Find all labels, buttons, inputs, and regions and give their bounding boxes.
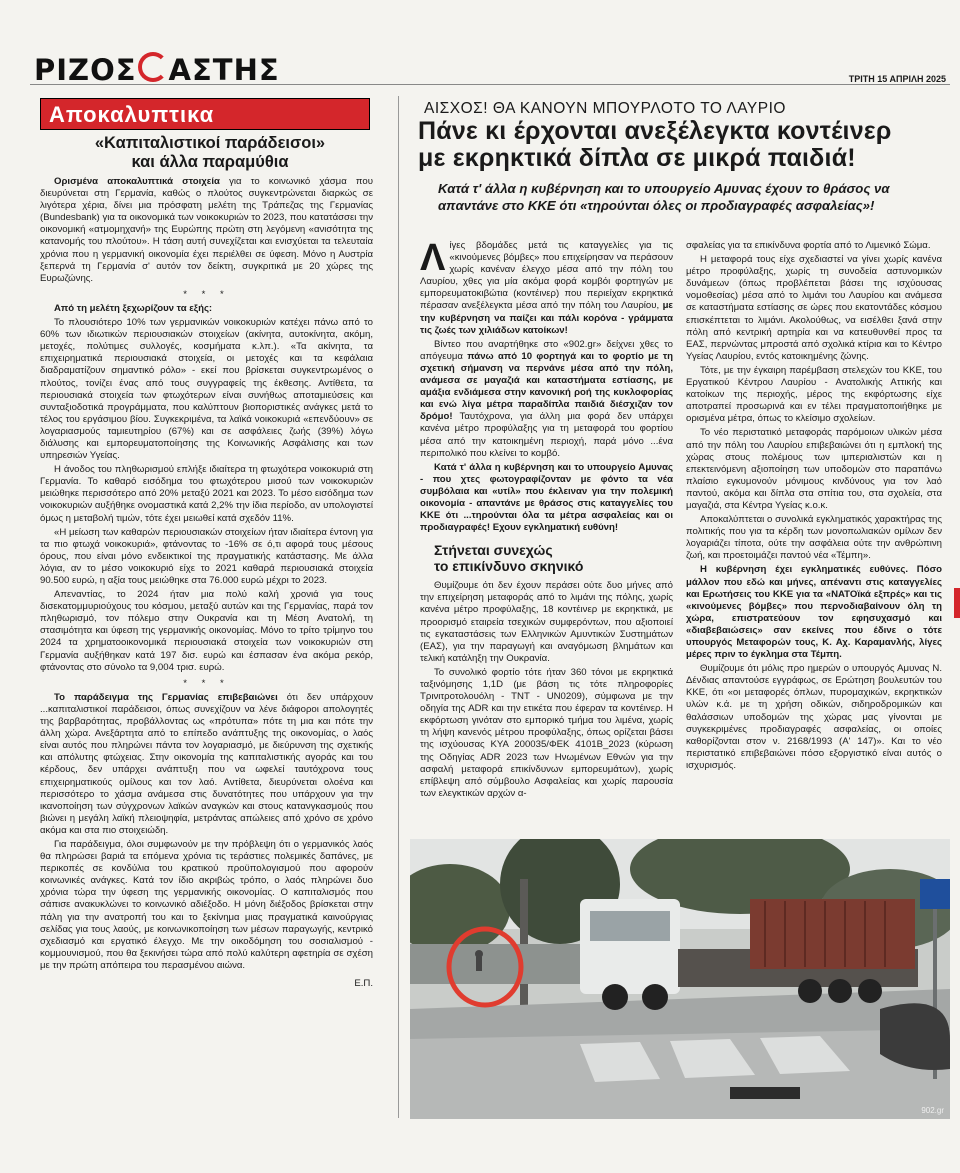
author-signature: Ε.Π. xyxy=(354,978,373,989)
c1-p5-text: Το συνολικό φορτίο τότε ήταν 360 τόνοι με εκρηκτικά ταξινόμησης 1,1D (με βάση τις τότε πληροφορίες Τρινιτροτολουόλη - TNT - UN0209), σύμφωνα με την οδηγία της ADR και την ετικέτα που έφεραν τα κοντέινερ. Η εκφόρτωση γινόταν στο εμπορικό τμήμα του λιμένα, χωρίς τη λήψη κανενός μέτρου προφύλαξης, όπως ορίζεται βάσει της ισχύουσας ΚΥΑ 200035/ΦΕΚ 4101Β_2023 (κύρωση της Οδηγίας ADR 2023 των Ηνωμένων Εθνών για την ασφαλή μεταφορά επικίνδυνων εμπορευμάτων), χωρίς επίβλεψη από σύμβουλο Ασφαλείας και χωρίς παρουσία των ελεγκτικών αρχών α- xyxy=(420,666,673,799)
masthead-name-left: ΡΙΖΟΣ xyxy=(34,53,137,87)
subheading xyxy=(434,542,673,574)
c2-p2-text: Η μεταφορά τους είχε σχεδιαστεί να γίνει χωρίς κανένα μέτρο προφύλαξης, χωρίς τη συνοδεία αστυνομικών δυνάμεων (όπως προβλέπεται βάσει της ισχύουσας νομοθεσίας) μέσα από το λιμάνι του Λαυρίου και ανάμεσα σε καταστήματα εστίασης σε ώρες που εκατοντάδες κόσμου επισκέπτεται το λιμάνι. Ακολούθως, να εισέλθει ξανά στην πόλη από κεντρική αρτηρία και να κατευθυνθεί προς τα ΕΑΣ, περνώντας μπροστά από σχολικά κτίρια και το Κέντρο Υγείας Λαυρίου, εντός κατοικημένης ζώνης. xyxy=(686,254,942,362)
p5-text: «Η μείωση των καθαρών περιουσιακών στοιχείων ήταν ιδιαίτερα έντονη για τα πιο φτωχά νοικοκυριά», φτάνοντας το -16% σε ό,τι αφορά τους μέσους όρους, που είναι μόνο ενδεικτικοί της πραγματικής κατάστασης. Με άλλα λόγια, αν το μέσο νοικοκυριό είχε το 2021 καθαρά περιουσιακά στοιχεία 90.500 ευρώ, η αξία τους μειώθηκε στα 76.000 ευρώ μέχρι το 2023. xyxy=(40,526,373,586)
newspaper-masthead xyxy=(34,52,734,86)
c1-p1-text: ίγες βδομάδες μετά τις καταγγελίες για τις «κινούμενες βόμβες» που επιχείρησαν να περάσουν χωρίς κανέναν έλεγχο μέσα από την πόλη του Λαυρίου, χθες για μία ακόμα φορά κομβόι φορτηγών με εμπορευματοκιβώτια (κοντέινερ) που περιείχαν εκρηκτικά πέρασαν ανεξέλεγκτα μέσα από την πόλη του Λαυρίου, xyxy=(420,240,673,312)
article-photo xyxy=(410,839,950,1119)
p6-text: Απεναντίας, το 2024 ήταν μια πολύ καλή χρονιά για τους δισεκατομμυριούχους του κόσμου, μεταξύ αυτών και της Γερμανίας, παρά τον πληθωρισμό, τον πόλεμο στην Ουκρανία και τη Μέση Ανατολή, τη στασιμότητα και ύφεση της γερμανικής οικονομίας. Μόνο το τρίτο τρίμηνο του 2024 τα χρηματοοικονομικά περιουσιακά στοιχεία των νοικοκυριών στη Γερμανία αυξήθηκαν κατά 197 δισ. ευρώ και έσπασαν ένα ακόμα ρεκόρ, φτάνοντας στο σύνολο τα 9,004 τρισ. ευρώ. xyxy=(40,589,373,673)
c2-p1-text: σφαλείας για τα επικίνδυνα φορτία από το Λιμενικό Σώμα. xyxy=(686,240,931,251)
p4-text: Η άνοδος του πληθωρισμού επλήξε ιδιαίτερα τη φτωχότερα νοικοκυριά στη Γερμανία. Το καθαρό εισόδημα του φτωχότερου μισού των νοικοκυριών μειώθηκε περισσότερο από 20% μεταξύ 2021 και 2023. Το μέσο εισόδημα των νοικοκυριών αυξήθηκε ονομαστικά κατά 2,2% την ίδια περίοδο, αν υπολογιστεί όμως η μεταβολή τιμών, τότε έχει μειωθεί κατά σχεδόν 11%. xyxy=(40,464,373,524)
p7-text: ότι δεν υπάρχουν ...καπιταλιστικοί παράδεισοι, όπως συνεχίζουν να λένε διάφοροι απολογητές της βαρβαρότητας, προβάλλοντας ως «πρότυπα» πότε τη μια και πότε την άλλη χώρα. Ανεξάρτητα από το επίπεδο ανάπτυξης της οικονομίας, ο λαός είναι αυτός που πληρώνει πάντα τον λογαριασμό, με διεύρυνση της σχετικής και απόλυτης φτώχειας. Στην οικονομία της καπιταλιστικής αγοράς και του κέρδους, δεν υπάρχει ανάπτυξη που να ωφελεί ταυτόχρονα τους επιχειρηματικούς ομίλους και τον λαό. Αντίθετα, διευρύνεται ολοένα και περισσότερο το χάσμα ανάμεσα στις δυνατότητες που υπάρχουν για την ικανοποίηση των σύγχρονων λαϊκών αναγκών και στους κατανγκασμούς που βιώνει η μεγάλη λαϊκή πλειοψηφία, μετράντας απώλειες από χρόνο σε χρόνο ακόμα και στα πιο στοιχειώδη. xyxy=(40,691,373,836)
issue-date: ΤΡΙΤΗ 15 ΑΠΡΙΛΗ 2025 xyxy=(848,74,946,84)
child-figure xyxy=(476,957,482,971)
subheading-line1: Στήνεται συνεχώς xyxy=(434,542,553,559)
column-divider xyxy=(398,96,399,1118)
left-title-line2: και άλλα παραμύθια xyxy=(131,153,289,171)
section-label: Αποκαλυπτικα xyxy=(49,102,215,127)
car-mirror xyxy=(880,1003,950,1070)
separator-stars-2: * * * xyxy=(183,677,230,689)
p3-text: Το πλουσιότερο 10% των γερμανικών νοικοκυριών κατέχει πάνω από το 60% των ιδιωτικών περιουσιακών στοιχείων (ακίνητα, αυτοκίνητα, ακόμη, μετοχές, πολύτιμες συλλογές, κοσμήματα κ.λπ.). «Τα ακίνητα, τα επιχειρηματικά περιουσιακά στοιχεία, οι μετοχές και τα κεφάλαια διαδραματίζουν σημαντικό ρόλο» - εκεί που βρίσκεται συγκεντρωμένος ο πλούτος, τονίζει ένας από τους συγγραφείς της έκθεσης. Αντίθετα, τα περιουσιακά στοιχεία των φτωχότερων είναι συνήθως αποταμιεύσεις και συνταξιοδοτικά προγράμματα, που καλύπτουν βιοποριστικές ανάγκες μετά το τέλος του εργάσιμου βίου. Συγκεκριμένα, τα λαϊκά νοικοκυριά «επενδύουν» σε λογαριασμούς ταμιευτηρίου (67%) και σε ασφάλειες ζωής (39%) λόγω διάλυσης και εμπορευματοποίησης της Κοινωνικής Ασφάλισης και των υπηρεσιών Υγείας. xyxy=(40,317,373,462)
masthead-rule xyxy=(30,84,950,85)
article-headline xyxy=(418,118,943,172)
c2-p7-text: Θυμίζουμε ότι μόλις προ ημερών ο υπουργός Αμυνας Ν. Δένδιας απαντούσε εγγράφως, σε Ερώτηση βουλευτών του ΚΚΕ, ότι «οι μεταφορές όπλων, πυρομαχικών, εκρηκτικών υλών κ.ά. με τη χρήση οδικών, σιδηροδρομικών και θαλάσσιων υποδομών της χώρας μας γίνονται με συγκεκριμένες προδιαγραφές ασφαλείας, οι οποίες καθορίζονται στον ν. 2168/1993 (Α' 147)». Και το νέο περιστατικό επιβεβαιώνει πόσο εξοργιστικό είναι αυτός ο ισχυρισμός. xyxy=(686,663,942,771)
separator-stars: * * * xyxy=(183,288,230,300)
c1-p1-bold: με την κυβέρνηση να παίζει και πάλι κορόνα - γράμματα τις ζωές των χιλιάδων κατοίκων! xyxy=(420,300,673,336)
left-article-title xyxy=(40,134,380,172)
photo-illustration xyxy=(410,839,950,1119)
right-column-1 xyxy=(420,237,674,802)
photo-credit: 902.gr xyxy=(921,1106,944,1115)
masthead-swirl-logo xyxy=(138,52,168,82)
drain-grate xyxy=(730,1087,800,1099)
p1-text: για το κοινωνικό χάσμα που διευρύνεται στη Γερμανία, καθώς ο πλούτος συγκεντρώνεται διαρκώς σε λιγότερα χέρια, δίνει μια πρόσφατη μελέτη της Τράπεζας της Γερμανίας (Bundesbank) για τα οικονομικά των νοικοκυριών το 2023, που κατατάσσει την οικονομική «ατμομηχανή» της Ευρώπης πρώτη στη λεγόμενη «ανισότητα της κατανομής του πλούτου». Η τάση αυτή συνεχίζεται και ενισχύεται τα τελευταία χρόνια που η γερμανική οικονομία έχει περιέλθει σε ύφεση. Μόνο η Αυστρία ξεπερνά τη Γερμανία σ' αυτόν τον δείκτη, συγκριτικά με 20 χώρες της Ευρωζώνης. xyxy=(40,176,373,284)
article-kicker: ΑΙΣΧΟΣ! ΘΑ ΚΑΝΟΥΝ ΜΠΟΥΡΛΟΤΟ ΤΟ ΛΑΥΡΙΟ xyxy=(424,100,786,117)
c1-p2-bold: πάνω από 10 φορτηγά και το φορτίο με τη σχετική σήμανση να περνάνε μέσα από την πόλη, ανάμεσα σε μαγαζιά και καταστήματα εστίασης, με αμάξια ενδιάμεσα στην κανονική ροή της κυκλοφορίας και ενώ λίγα μέτρα παραδίπλα παιδιά διέσχιζαν τον δρόμο! xyxy=(420,350,674,423)
p1-lead: Ορισμένα αποκαλυπτικά στοιχεία xyxy=(54,176,220,187)
p7-lead: Το παράδειγμα της Γερμανίας επιβεβαιώνει xyxy=(54,691,278,703)
headline-line2: με εκρηκτικά δίπλα σε μικρά παιδιά! xyxy=(418,144,856,172)
p8-text: Για παράδειγμα, όλοι συμφωνούν με την πρόβλεψη ότι ο γερμανικός λαός θα πληρώσει βαριά τα επόμενα χρόνια τις τεράστιες πολεμικές δαπάνες, με περικοπές σε κονδύλια του κρατικού προϋπολογισμού που αφορούν κοινωνικές ανάγκες. Κατά τον ίδιο ακριβώς τρόπο, ο λαός πληρώνει δυο χρόνια τώρα την ύφεση της γερμανικής οικονομίας. Ο καπιταλισμός που σάπισε ανακυκλώνει το κοινωνικό αδιέξοδο. Η μόνη διέξοδος βρίσκεται στην πάλη για την ανατροπή του και το ξεκίνημα μιας πραγματικά καινούργιας σελίδας για τους λαούς, με κοινωνικοποίηση των μέσων παραγωγής, κεντρικό σχεδιασμό και εργατικό έλεγχο. Με την οικοδόμηση του σοσιαλισμού - κομμουνισμού, που θα ξεκινήσει τώρα από πολύ καλύτερη αφετηρία σε σχέση με την πρώτη απόπειρα του περασμένου αιώνα. xyxy=(40,838,373,971)
c1-p2-tail: Ταυτόχρονα, για άλλη μια φορά δεν υπάρχει κανένα μέτρο προφύλαξης για τη μεταφορά του φορτίου μέσα από την κατοικημένη περιοχή, παρά μόνο ...ένα περιπολικό που κλείνει το κομβό. xyxy=(420,411,673,459)
c1-p3-bold: Κατά τ' άλλα η κυβέρνηση και το υπουργείο Αμυνας - που χτες φωτογραφίζονταν με φόντο τα νέα συμβόλαια και «υτίλ» που έκλειναν για την πολεμική οικονομία - απαντάνε με θράσος στις καταγγελίες του ΚΚΕ ότι ...τηρούνται όλα τα μέτρα ασφαλείας και οι προδιαγραφές! Εχουν εγκληματική ευθύνη! xyxy=(420,461,673,534)
article-subhead: Κατά τ' άλλα η κυβέρνηση και το υπουργείο Αμυνας έχουν το θράσος να απαντάνε στο ΚΚΕ ότι «τηρούνται όλες οι προδιαγραφές ασφαλείας»! xyxy=(438,181,890,213)
c2-p5-text: Αποκαλύπτεται ο συνολικά εγκληματικός χαρακτήρας της πολιτικής που για τα κέρδη των μονοπωλιακών ομίλων δεν λογαριάζει τίποτα, ούτε την ασφάλεια ούτε την ανθρώπινη ζωή, και προετοιμάζει παντού νέα «Τέμπη». xyxy=(686,514,942,562)
c2-p4-text: Το νέο περιστατικό μεταφοράς παρόμοιων υλικών μέσα από την πόλη του Λαυρίου επιβεβαιώνει ότι η εμπλοκή της χώρας στους πολέμους των ιμπεριαλιστών και η επεκτεινόμενη αξιοποίηση των υποδομών στο παραπάνω πλαίσιο εγκυμονούν μόνιμους κινδύνους για τον λαό παντού, ακόμα και δίπλα στα σπίτια του, στα σχολεία, στα μαγαζιά, στα Κέντρα Υγείας κ.ο.κ. xyxy=(686,427,942,511)
c2-p6-bold: Η κυβέρνηση έχει εγκληματικές ευθύνες. Πόσο μάλλον που εδώ και μήνες, απέναντι στις καταγγελίες και Ερωτήσεις του ΚΚΕ για τα «ΝΑΤΟϊκά εξπρές» και τις «κινούμενες βόμβες» που περνοδιαβαίνουν όλη τη χώρα, επιστρατεύουν τον εφησυχασμό και «διαβεβαιώσεις» σαν εκείνες που έδινε ο τότε υπουργός Μεταφορών τους, Κ. Αχ. Καραμανλής, λίγες μέρες πριν το έγκλημα στα Τέμπη. xyxy=(686,564,942,661)
drop-cap: Λ xyxy=(420,237,446,279)
masthead-name-right: ΑΣΤΗΣ xyxy=(168,53,280,87)
headline-line1: Πάνε κι έρχονται ανεξέλεγκτα κοντέινερ xyxy=(418,117,892,145)
left-title-line1: «Καπιταλιστικοί παράδεισοι» xyxy=(94,134,326,152)
subheading-line2: το επικίνδυνο σκηνικό xyxy=(434,558,584,575)
p2-lead: Από τη μελέτη ξεχωρίζουν τα εξής: xyxy=(54,302,213,314)
section-label-box xyxy=(40,98,370,130)
container xyxy=(750,899,915,969)
c1-p4-text: Θυμίζουμε ότι δεν έχουν περάσει ούτε δυο μήνες από την επιχείρηση μεταφοράς από το λιμάνι της πόλης, χωρίς κανένα μέτρο προφύλαξης, 18 κοντέινερ με εκρηκτικά, με προορισμό εταιρεία τσεχικών συμφερόντων, που αξιοποιεί τις εγκαταστάσεις των Ελληνικών Αμυντικών Συστημάτων (ΕΑΣ), για την παραγωγή και αναγόμωση βλημάτων και τελική κατάληξη την Ουκρανία. xyxy=(420,580,673,664)
right-column-2 xyxy=(686,240,942,774)
edge-red-marker xyxy=(954,588,960,618)
c2-p3-text: Τότε, με την έγκαιρη παρέμβαση στελεχών του ΚΚΕ, του Εργατικού Κέντρου Λαυρίου - Ανατολικής Αττικής και κατοίκων της περιοχής, μέρος της εκφόρτωσης είχε αποτραπεί προσωρινά και εν τέλει πραγματοποιήθηκε με ορισμένα μέτρα, όπως το κλείσιμο σχολείων. xyxy=(686,364,942,425)
left-article-body xyxy=(40,176,373,990)
c1-p2-text: Βίντεο που αναρτήθηκε στο «902.gr» δείχνει χθες το απόγευμα xyxy=(420,338,673,362)
pedestrian-sign xyxy=(920,879,950,909)
